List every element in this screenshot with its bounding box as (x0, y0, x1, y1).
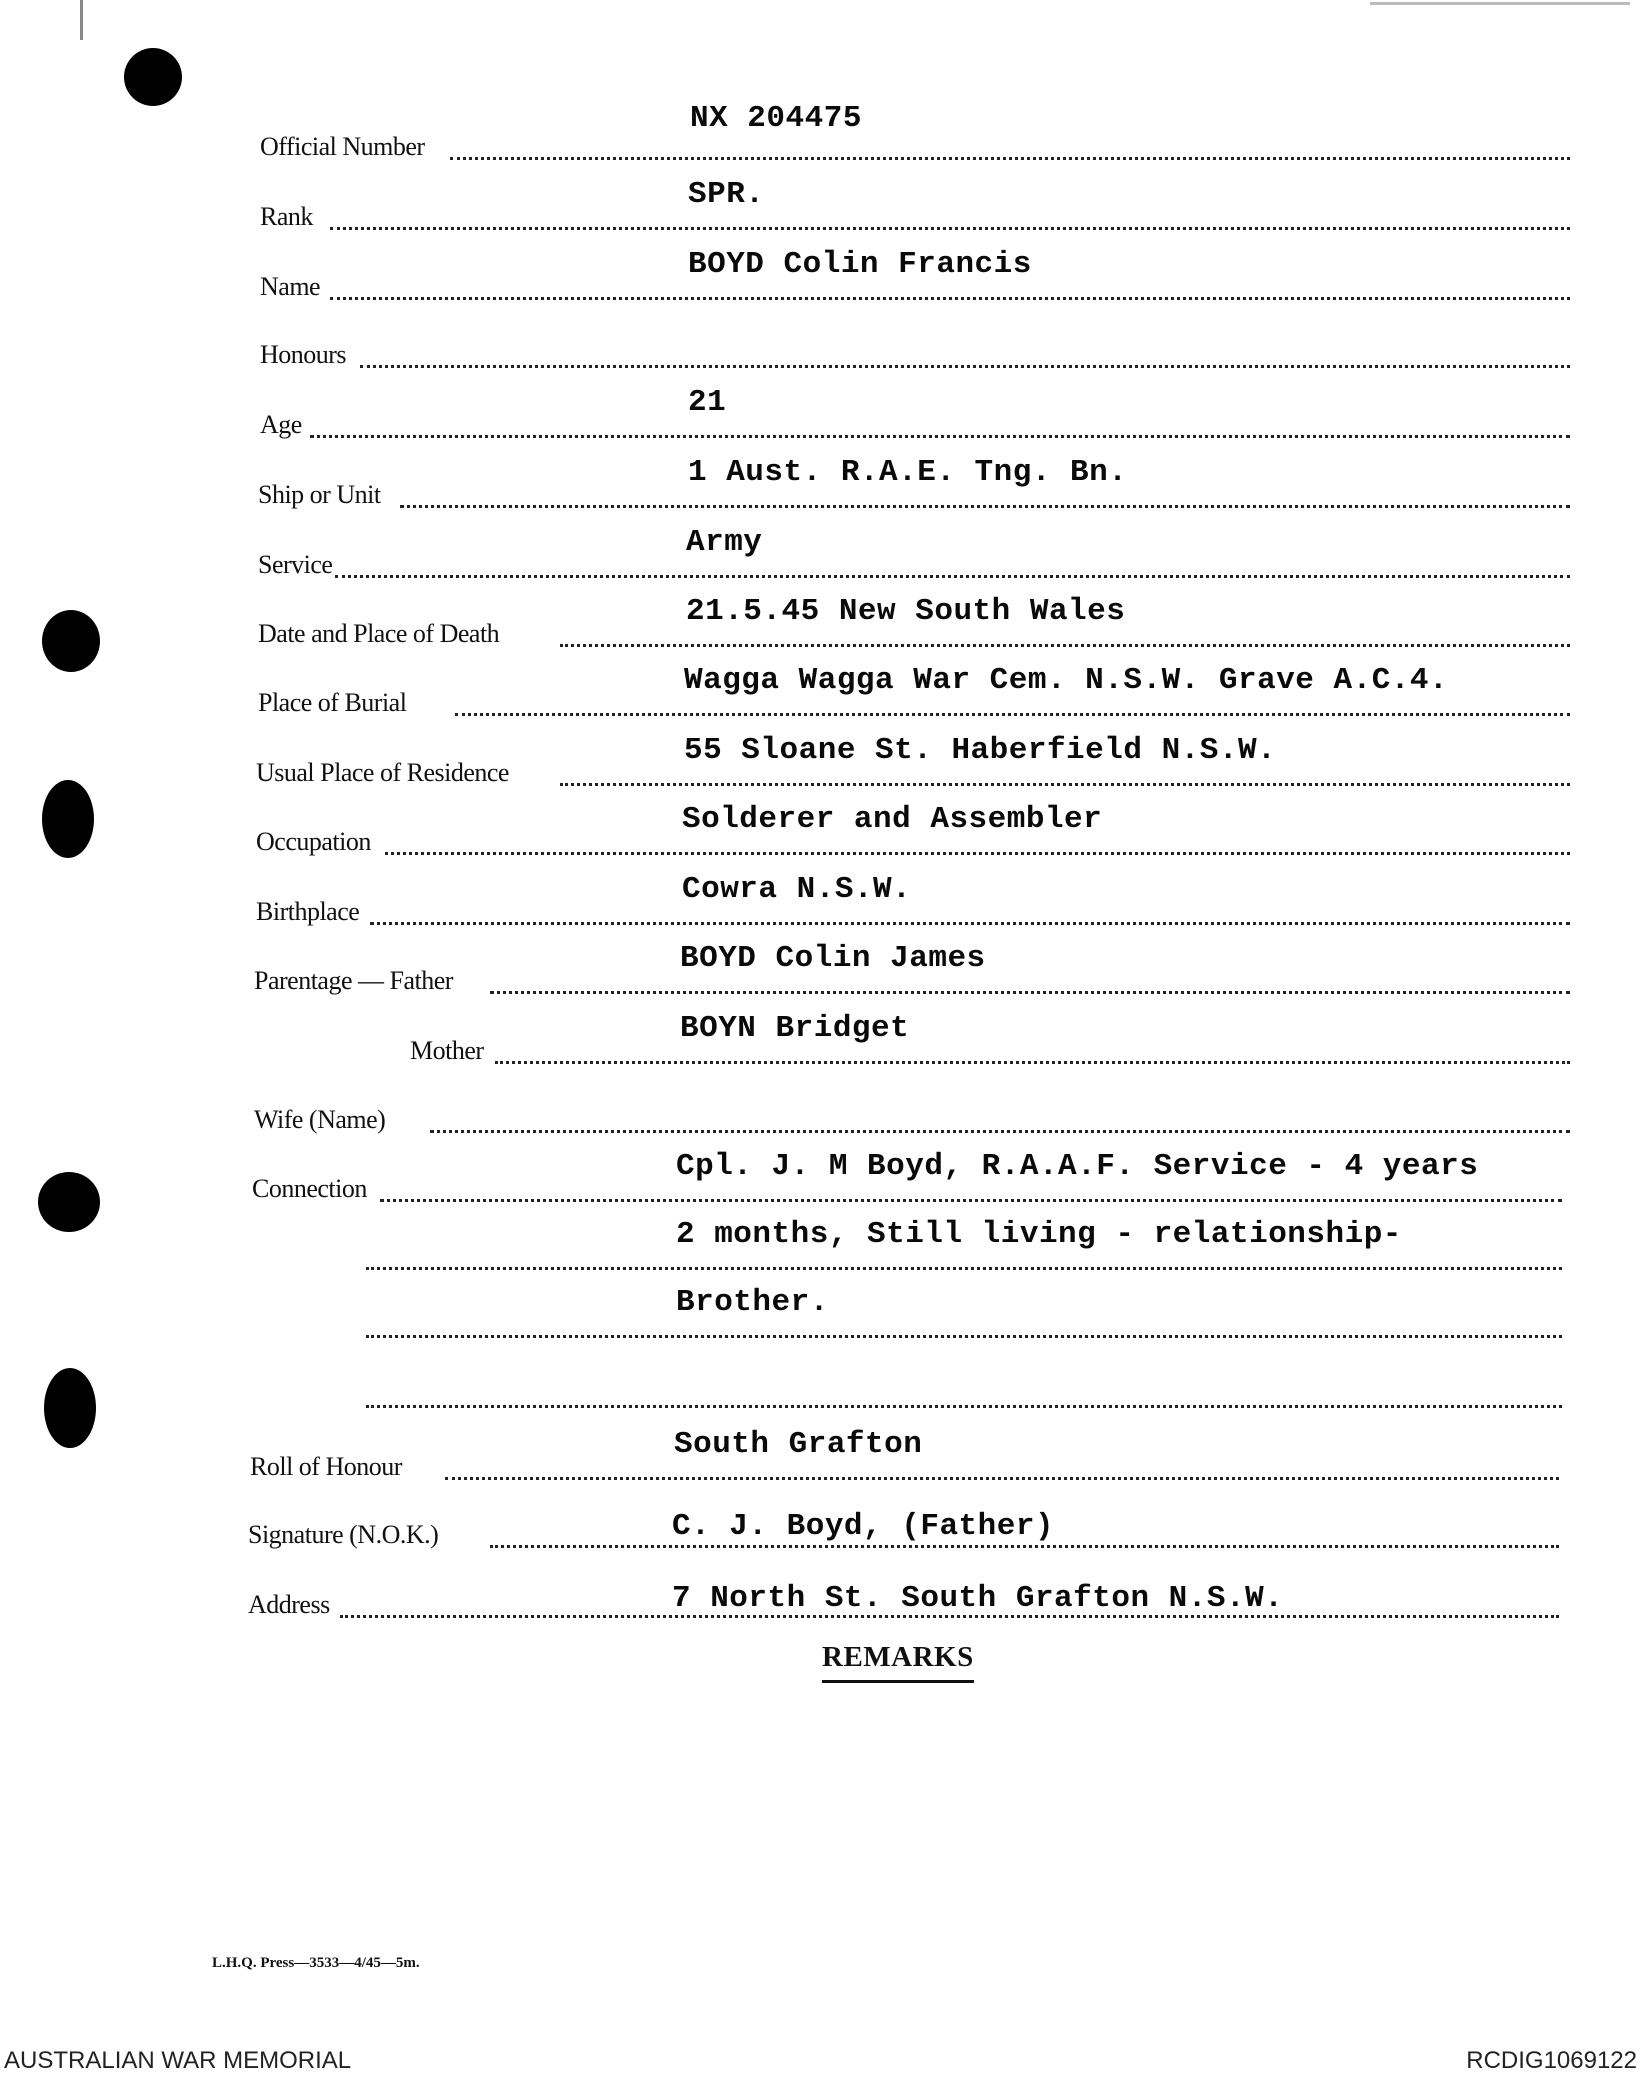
connection-line-2: 2 months, Still living - relationship- (676, 1217, 1402, 1252)
date-place-death-value: 21.5.45 New South Wales (686, 594, 1126, 629)
wife-label: Wife (Name) (254, 1105, 386, 1134)
signature-row (0, 1478, 1647, 1552)
service-label: Service (258, 550, 333, 579)
honours-label: Honours (260, 340, 347, 369)
connection-line-3: Brother. (676, 1285, 829, 1320)
official-number-label: Official Number (260, 132, 425, 161)
ship-or-unit-label: Ship or Unit (258, 480, 381, 509)
roll-of-honour-label: Roll of Honour (250, 1452, 402, 1481)
signature-value: C. J. Boyd, (Father) (672, 1509, 1055, 1544)
mother-value: BOYN Bridget (680, 1011, 910, 1046)
official-number-value: NX 204475 (690, 101, 862, 136)
father-value: BOYD Colin James (680, 941, 986, 976)
connection-line-1: Cpl. J. M Boyd, R.A.A.F. Service - 4 years (676, 1149, 1479, 1184)
place-burial-value: Wagga Wagga War Cem. N.S.W. Grave A.C.4. (684, 663, 1449, 698)
age-value: 21 (688, 385, 727, 420)
rank-row (0, 160, 1647, 234)
rank-value: SPR. (688, 177, 765, 212)
name-value: BOYD Colin Francis (688, 247, 1032, 282)
scan-speck (1370, 2, 1630, 5)
birthplace-row (0, 855, 1647, 929)
address-label: Address (248, 1590, 330, 1619)
occupation-value: Solderer and Assembler (682, 802, 1103, 837)
age-label: Age (260, 410, 302, 439)
footer-institution: AUSTRALIAN WAR MEMORIAL (4, 2047, 352, 2074)
mother-label: Mother (410, 1036, 484, 1065)
service-value: Army (686, 525, 763, 560)
footer-record-id: RCDIG1069122 (1466, 2047, 1637, 2074)
service-row (0, 508, 1647, 582)
name-label: Name (260, 272, 321, 301)
connection-row (0, 1132, 1647, 1206)
ship-or-unit-row (0, 438, 1647, 512)
wife-row (0, 1063, 1647, 1137)
connection-row-2 (0, 1200, 1647, 1274)
roll-of-honour-value: South Grafton (674, 1427, 923, 1462)
scan-speck (80, 0, 83, 40)
birthplace-value: Cowra N.S.W. (682, 872, 912, 907)
signature-label: Signature (N.O.K.) (248, 1520, 439, 1549)
place-burial-row (0, 646, 1647, 720)
official-number-row (0, 90, 1647, 164)
connection-row-4 (0, 1338, 1647, 1412)
dotted-line (366, 1402, 1562, 1408)
date-place-death-row (0, 577, 1647, 651)
remarks-heading: REMARKS (822, 1641, 974, 1683)
roll-of-honour-row (0, 1410, 1647, 1484)
address-row (0, 1548, 1647, 1622)
connection-label: Connection (252, 1174, 367, 1203)
place-burial-label: Place of Burial (258, 688, 407, 717)
ship-or-unit-value: 1 Aust. R.A.E. Tng. Bn. (688, 455, 1128, 490)
address-value: 7 North St. South Grafton N.S.W. (672, 1581, 1284, 1616)
rank-label: Rank (260, 202, 313, 231)
name-row (0, 230, 1647, 304)
residence-value: 55 Sloane St. Haberfield N.S.W. (684, 733, 1277, 768)
father-row (0, 924, 1647, 998)
mother-row (0, 994, 1647, 1068)
age-row (0, 368, 1647, 442)
printer-imprint: L.H.Q. Press—3533—4/45—5m. (212, 1955, 420, 1971)
occupation-label: Occupation (256, 827, 371, 856)
connection-row-3 (0, 1268, 1647, 1342)
father-label: Parentage — Father (254, 966, 453, 995)
residence-row (0, 716, 1647, 790)
honours-row (0, 298, 1647, 372)
birthplace-label: Birthplace (256, 897, 360, 926)
occupation-row (0, 785, 1647, 859)
date-place-death-label: Date and Place of Death (258, 619, 500, 648)
residence-label: Usual Place of Residence (256, 758, 509, 787)
